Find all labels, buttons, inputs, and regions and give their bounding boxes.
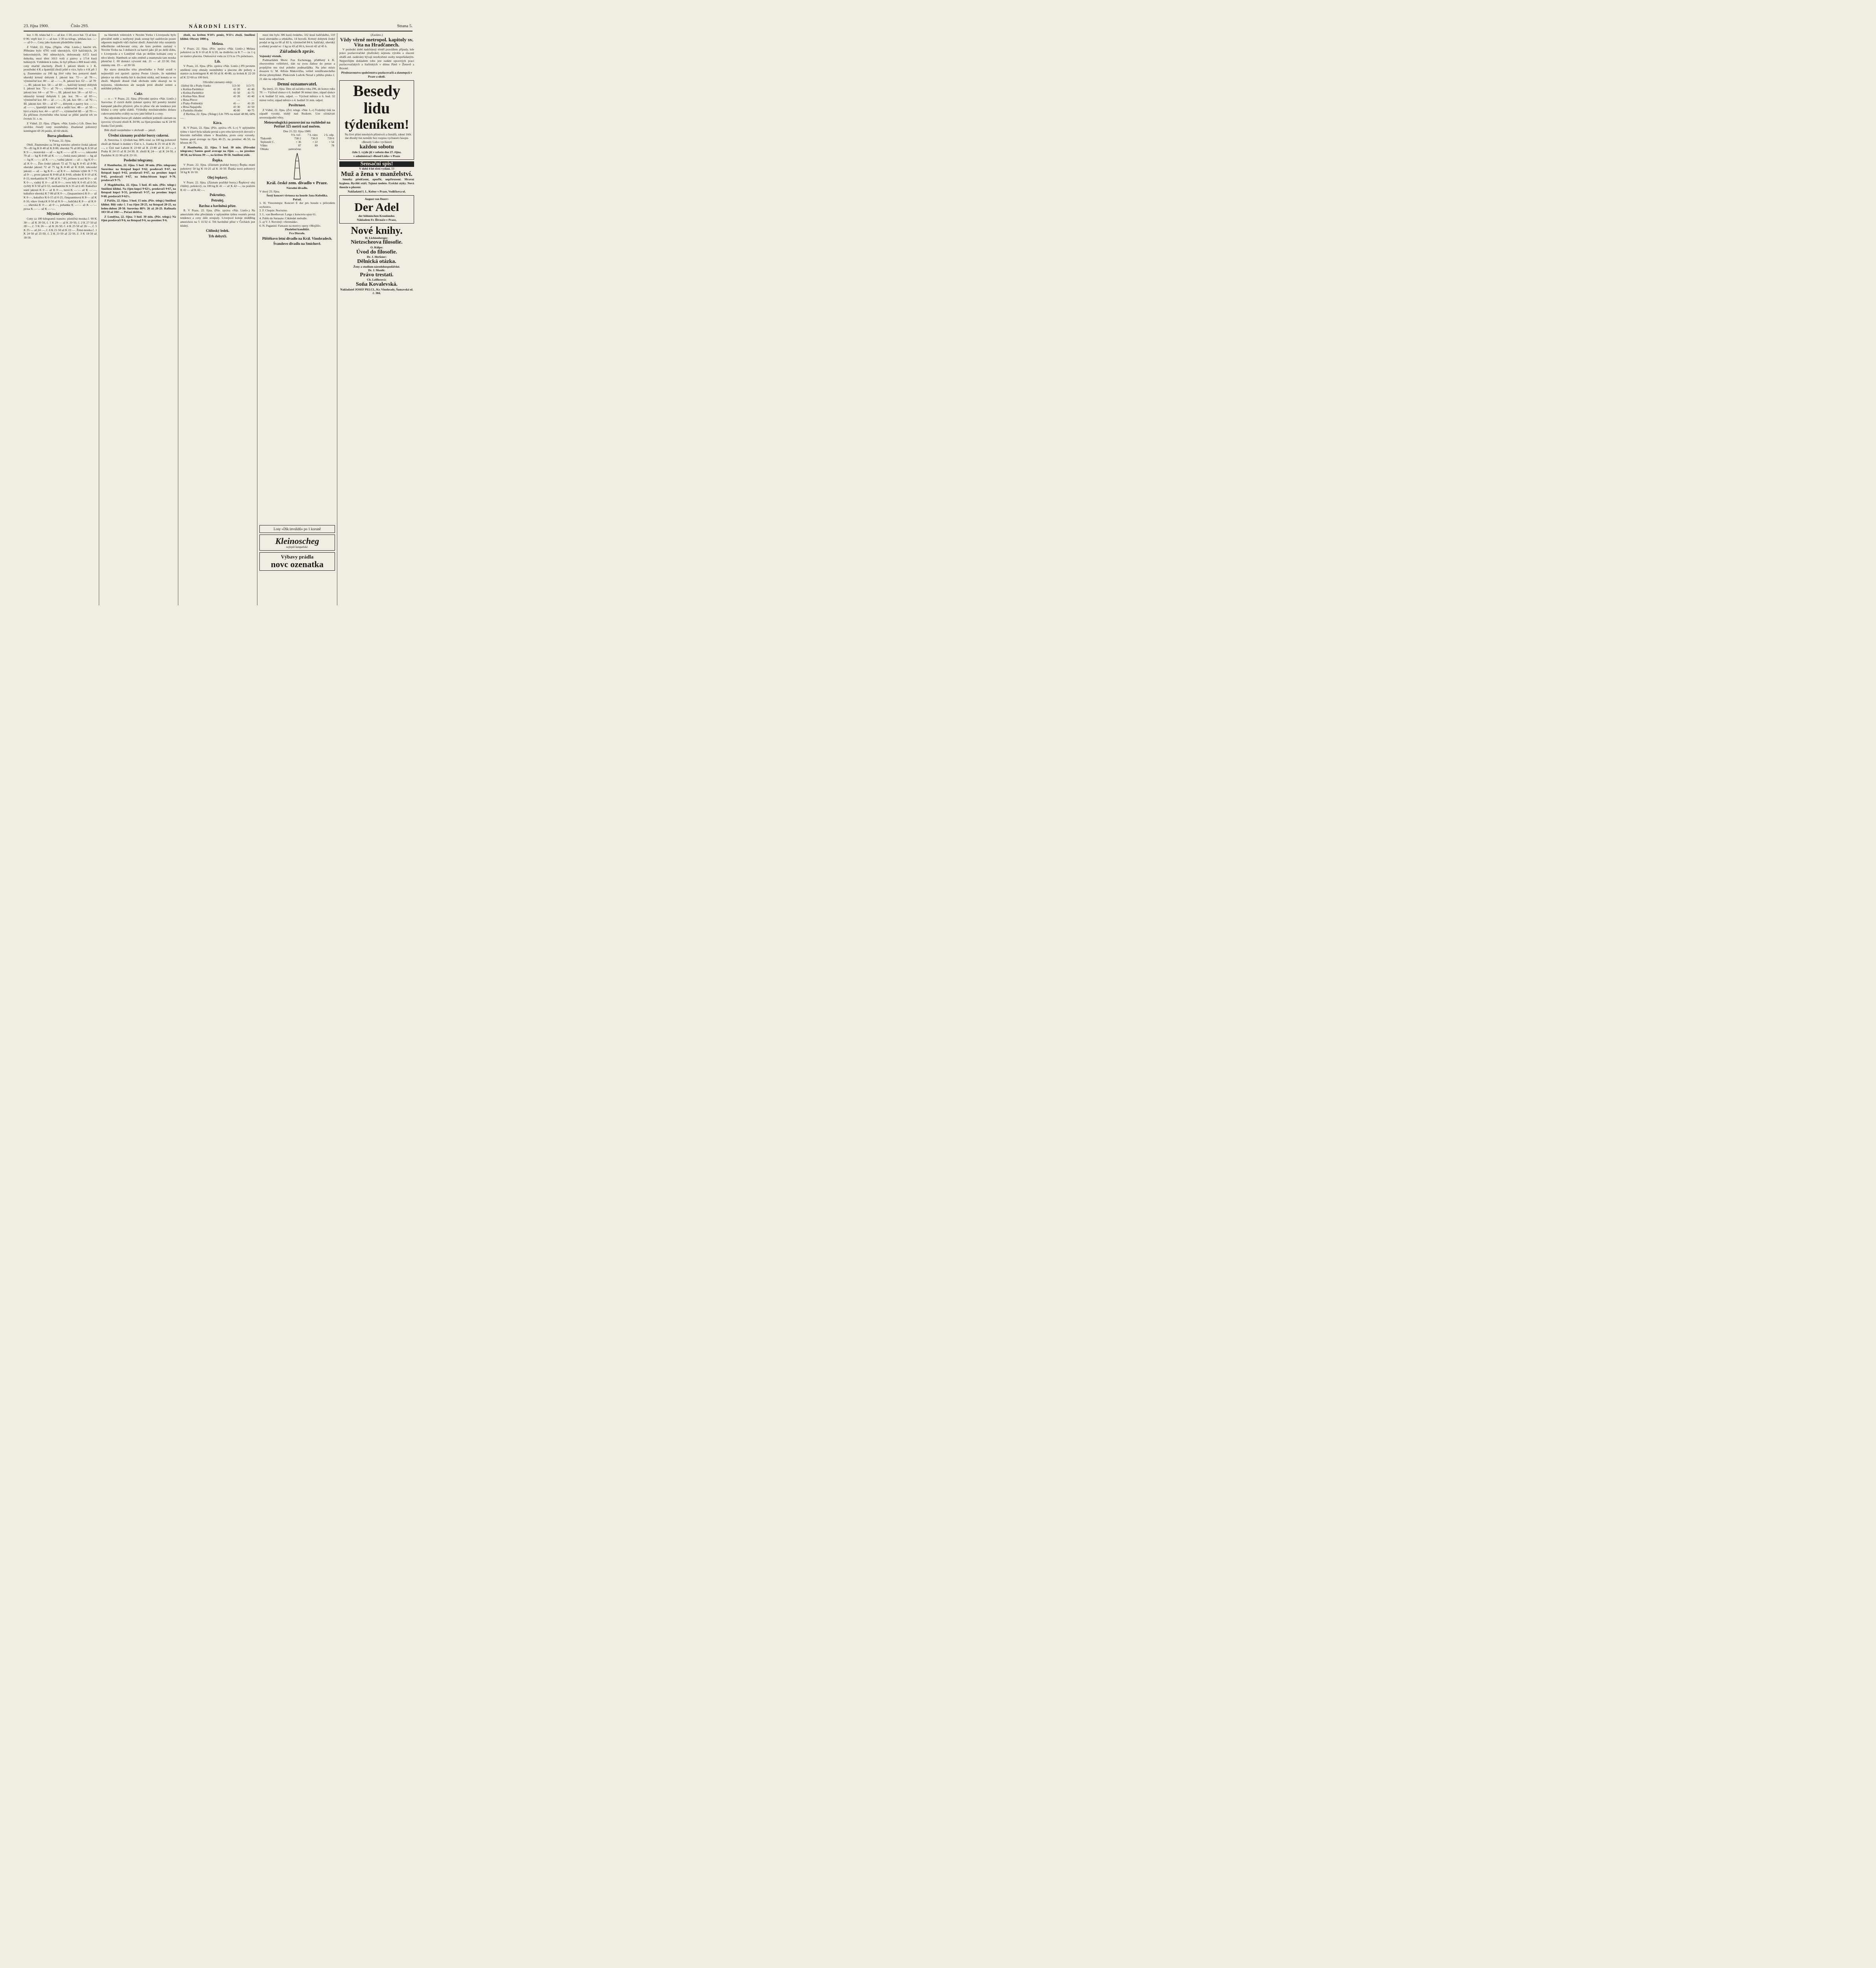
section-heading: Úřední záznamy pražské burzy cukerní.	[108, 133, 169, 137]
article-paragraph: zboží, na květen 9/10¾ peněz, 9/11¼ zboží. Smíšlení klidné. Obraty 1000 q.	[180, 33, 255, 41]
article-paragraph: B. V Praze, 22. října. (Pův. zpráva »N. L.«) V uplynulém týdnu v kávě byla nálada pevná a pro trhu kávových dovozů v hlavním ústředím trhem v Brazilsku, proto ceny vzrostly. Santos good average na říjen 46·25, na prosinec 46·50, na březen 46·75.	[180, 126, 255, 145]
ad-text: Losy »Dík invalidů« po 1 koruně	[274, 527, 321, 531]
table-header-cell: 7 h. ráno	[307, 133, 318, 137]
article-paragraph: kor. 1·30, telata hal 1·— až kor. 1·20, ovce hal. 72 až kor. 0·90, vepři kor. 1·— až kor. 1·30 za kilogr., jehňata kor. —·— až 0·—. Ceny jako koncem předešlého týdne.	[24, 33, 97, 44]
table-caption: Oficiální záznamy enkji:	[203, 80, 233, 84]
table-row	[180, 87, 255, 91]
ad-publisher: Nakladatel I. L. Kober v Praze, Vodičkova ul.	[348, 190, 406, 194]
book-author: Ch. Lefflerová:	[367, 278, 387, 282]
program-item: 6. N. Paganini: Fantasie na motivy opery »Mojžíš«.	[259, 224, 321, 228]
ad-headline: týdeníkem!	[344, 117, 409, 132]
table-cell: Teploměr C.	[260, 140, 275, 144]
table-row	[180, 98, 255, 102]
table-cell: zamračeno	[288, 147, 301, 151]
telegram-paragraph: Z Londýna, 22. října. 3 hod. 30 min. (Pův. telegr.) Na říjen prodavači 9·6, na listopad 9·6, na prosinec 9·6.	[101, 215, 176, 222]
table-cell: Oblaka	[260, 147, 269, 151]
section-heading: Trh dobytčí.	[208, 234, 227, 238]
table-row	[180, 94, 255, 98]
article-paragraph: V Praze, 22. října. (Pův. zpráva »Nár. Listů«.) Při pevném smíšlení ceny obstaly nezměněny a placeno dle pohoty a stanice za kontingent K 40·50 až K 40·80, za kvítek K 22·20 až K 22·60 za 100 litrů.	[180, 64, 255, 79]
section-heading: Povětrnost.	[289, 103, 306, 107]
section-heading: Petrolej.	[211, 198, 224, 202]
ad-kleinoscheg	[259, 535, 335, 551]
section-heading: Pokrutiny.	[209, 193, 226, 197]
meteo-table	[259, 133, 335, 151]
table-cell: 738·2	[294, 137, 301, 141]
ad-text: der böhmischen Kronländer.	[358, 214, 395, 218]
ad-text: v administraci »Besed Lidu« v Praze	[353, 154, 400, 158]
table-cell: 41·—	[233, 102, 240, 105]
lower-ads	[259, 523, 335, 572]
table-cell: 40·80	[233, 109, 240, 113]
section-subheading: V Praze, 22. října.	[49, 139, 71, 143]
table-cell: 739·6	[327, 137, 334, 141]
section-heading: Denní oznamovatel.	[277, 81, 317, 87]
table-header-cell: 2 h. odp.	[324, 133, 334, 137]
program-item: 3. L. van Beethoven: Largo z koncertu opus 61.	[259, 213, 316, 216]
ad-headline: Vždy věrně metropol. kapitoly sv. Víta na Hradčanech.	[340, 36, 414, 48]
ad-text: V poslední době nadcházejí téměř pravidlem případy, kde práce pozlacovačské (štafirské) sejmuta výrobu a zlacení oltářů atd. zadávány bývají nezdvořené osoby nespořádaným. Nejpovšijím dokladem toho jest zadání opravných prací pozlacovačských a štafírských v dómu Páně v Ženevě a Brzoně.	[339, 47, 414, 70]
table-cell: 89	[315, 144, 318, 148]
play-title: Zkušební kandidát.	[285, 228, 310, 231]
table-row	[180, 91, 255, 94]
play-title: Fra Diavolo.	[289, 231, 305, 235]
ad-text: číslo 1. vyjde již v sobotu dne 27. října.	[352, 150, 401, 154]
table-row	[259, 137, 335, 140]
ad-headline: lidu	[363, 99, 390, 117]
telegram-paragraph: Z Hamburku, 22. října. 5 hod. 30 min. (Původní telegram.) Santos good average na říjen —, na prosinec 38·50, na březen 39·—, na květen 39·50. Smíšlení stálé.	[180, 145, 255, 157]
section-heading: Švandovo divadlo na Smíchově.	[273, 242, 321, 246]
section-subheading: Národní divadlo.	[286, 186, 308, 190]
article-paragraph: A. Surovina. I. výrobek bas. 88% rend. za 100 kg pohotově zboží ab Sklad: k dodání v Ústí n. L. franko K 25·10 až K 25·—, z Ústí nad Labem K 23·60 až K 23·80 až K 23·—, z Prahy K 24·15 až K 24·30. II. zboží K 24·— až K 24·50, z Pardubic K 22·90 až K 23·10.	[101, 138, 176, 157]
ad-publisher: Nakladatel JOSEF PELCL, Kr. Vinohrady, Šumavská ul. č. 384.	[340, 287, 413, 295]
table-cell: 41·50	[233, 91, 240, 95]
telegram-paragraph: Z Paříže, 22. října. 3 hod. 15 min. (Pův. telegr.) Smíšlení klidné. Bílý cukr č. 3 na říjen 28·25, na listopad 28·25, na leden-duben 28·50. Surovina 88% 26 až 26·25. Rafinada 103·50 až 104·—. Počasí deštivo.	[101, 199, 176, 214]
newspaper-page	[0, 0, 437, 617]
paper-title: NÁRODNÍ LISTY.	[189, 23, 248, 29]
column-4	[259, 33, 335, 605]
ad-lotto	[259, 525, 335, 533]
table-cell: 40·75	[247, 109, 254, 113]
issue-number: Číslo 293.	[71, 24, 89, 28]
article-paragraph: Z Vídně, 22. října. (Tlgrm. »Nár. Listů«.) Jateční trh. Přihnáno bylo 4795 volů uherských, 619 haličských, 26 bukovinských, 941 německých, dohromady 6372 kusů dobytka, mezi těmi 1013 volů z pastvy a 1714 kusů hubených. Vzhledem k tomu, že byl příhon o 800 kusů větší, ceny značně zlacinely. Zboží I. jakosti kleslo o 1 K, prostřední 4 K a špatnější zboží ještě o více, bylo o 4 K při 1 q. Znamenáno za 100 kg živé váhy bez potravní daně: uherský krmný dobytek I. jakosti kor. 72·— až 78·—, výminečně kor. 80·— až —·—, II. jakosti kor. 62·— až 70·—, III. jakosti kor. 54·— až 60·—, haličský krmný dobytek I. jakosti kor. 72·— až 76·—, výminečně kor. —·—, II. jakosti kor. 64·— až 70·—, III. jakosti kor. 56·— až 62·—, německý krmný dobytek I. jak. kor. 78·— až 83·—, výminečně kor. 84·— až —·—, II. jak. kor. 68·— až 76·—, III. jakosti kor. 60·— až 67·—, dobytek z pastvy kor. —·— až —·—, špatnější krmní voli a selští kor. 48·— až 58·—, býci a krávy kor. 44·— až 67·—, výminečně 68·— až 70·—. Za příčinou čtvrtečního trhu konal se příští jateční trh ve čtvrtek 31. t. m.	[24, 45, 97, 121]
concert-title: Šestý koncert virtuosa na housle Jana Kubelíka.	[266, 194, 328, 198]
ad-headline: Besedy	[353, 81, 400, 100]
table-header-cell	[259, 133, 282, 137]
article-paragraph: V Praze, 22. října. (Záznam pražské bursy.) Řepkový olej čištěný, pohotový, za 100 kg K 41 — až K 42·—, na podzim K 41·— až K 42·—.	[180, 180, 255, 192]
table-cell: 41·75	[247, 91, 254, 95]
table-cell: 41·50	[247, 105, 254, 109]
issue-date: 23. října 1900.	[24, 24, 49, 28]
note: (Zasláno.)	[370, 33, 383, 37]
ad-text: Na živé přání mnohých příznivců a čtenářů, zdené 160t. dat dlouhý list nemůže bez rozpisu vycházeti časopis »Besedy Lidu« vycházeti	[345, 132, 412, 144]
section-heading: Káva.	[213, 121, 222, 125]
table-cell: 87	[298, 144, 301, 148]
section-heading: Melasa.	[212, 42, 224, 46]
article-paragraph: Na odpolední burse při slabém smíšlení pohledů záznam za syrovou vývozní zboží K 24·90, za říjen-prosinec na K 24·95 franko Ústí peněz.	[101, 116, 176, 128]
book-author: H. Lichtenberger:	[365, 236, 389, 240]
book-author: Dr. J. Moník:	[368, 268, 385, 272]
meteo-date: Dne 21./22. října 1900:	[283, 129, 311, 133]
table-cell: + 54	[329, 140, 334, 144]
ad-text: nejlepší šampaňské.	[286, 546, 308, 549]
table-row	[180, 84, 255, 87]
table-cell: 113·75	[246, 84, 254, 88]
section-heading: Král. české zem. divadlo v Praze.	[266, 181, 328, 186]
table-cell	[302, 147, 318, 151]
table-row	[180, 102, 255, 105]
table-cell: —	[251, 98, 254, 102]
table-cell: z Brna-Přerov	[181, 98, 198, 102]
table-cell: + 36	[296, 140, 301, 144]
table-cell: 113·50	[232, 84, 240, 88]
ad-author: August von Doerr:	[364, 197, 389, 201]
article-paragraph: V Praze, 22. října. (Záznam pražské bursy.) Řepka znaní pohotový 50 kg K 16·25 až K 16·50. Řepka nová pohotový 50 kg K 16·50.	[180, 163, 255, 174]
article-paragraph: Ceny za 100 kilogramů transito: pšeničná mouka č. 00 K 30·— až K 30·50, č. 1 K 29·— až K 29·50, č. 2 K 27·50 až 28·—, č. 3 K 26·— až K 26·50, č. 4 K 25·50 až 26·—, č. 5 K 25·— až 24·—, č. 6 K 21·50 až K 22·—. Žitná mouka č. 1 K 24·50 až 25·50, č. 2 K 21·50 až 22·50, č. 3 K 18·50 až 18·50.	[24, 216, 97, 239]
article-paragraph: Ke stavu domácího trhu pšeničného v Peště uvádí v nejnovější své zprávě: zprávy Pester Lloyd«, že nádobná pšenice na trhu mohla být k docílení nízká, než konala se ve zboží. Majitelé dosud však obchodu stále ukazují na tu nejistotu, všeobecnou ale naopak proti dlouhé zemní a neklidné pohybu.	[101, 68, 176, 91]
table-cell: 41·20	[233, 87, 240, 91]
section-heading: Meteorologická pozorování na rozhledně na Petříně 325 metrů nad mořem.	[264, 120, 331, 129]
page-header	[24, 24, 413, 30]
table-cell: z Prahy-Podmokly	[181, 102, 203, 105]
ad-text: Smutky předčasné, opoďlé, nepřirozené. Mravní hygiena. Rychlé stáří. Tajuná toulete. Fysické styky. Nová theorie o plození.	[339, 178, 414, 189]
section-heading: Řepka.	[212, 158, 223, 162]
ad-publisher: Nákladem Fr. Řivnáče v Praze,	[357, 218, 397, 222]
table-cell: z Kolína-Pardubice	[181, 87, 204, 91]
program-item: 1. H. Vieuxtemps: Koncert E dur pro housle s průvodem orchestru.	[259, 201, 335, 209]
ad-signature: Představenstvo společenstva pozlacovačů a zlatotepců v Praze a okolí.	[341, 71, 412, 79]
section-heading: Líh.	[215, 59, 221, 63]
section-heading: Bavlna a bavlněná příze.	[199, 203, 237, 208]
table-cell: 41·20	[233, 94, 240, 98]
telegram-paragraph: Z Magdeburku, 22. října. 5 hod. 45 min. (Pův. telegr.) Smíšlení klidné. Na říjen kupci 9·62½, prodavači 9·67, na listopad kupci 9·55, prodavači 9·57, na prosinec kupci 9·60, prodavači 9·62½.	[101, 183, 176, 198]
table-cell: z Brna-Napajedla	[181, 105, 202, 109]
program-item: 2. F. Chopin: Nocturno.	[259, 209, 288, 213]
table-cell: z Pardubic-Hradec	[181, 109, 203, 113]
column-1	[24, 33, 97, 605]
page-number: Strana 5.	[397, 24, 413, 28]
book-author: O. Külpe:	[370, 246, 383, 250]
table-row	[259, 144, 335, 147]
article-paragraph: Z Vídně, 22. října. (Tlgrm. »Nár. Listů«.) Líh. Dnes bez závěrku čistalý ceny nezměněny. Znamenal pohotový kontingent 43·20 peněz, 43·60 zboží.	[24, 121, 97, 133]
table-row	[180, 105, 255, 109]
program-list	[259, 201, 335, 228]
section-heading: Mlýnské výrobky.	[46, 212, 74, 216]
table-header-row	[259, 133, 335, 137]
ad-headline: Sensační spis!	[339, 161, 414, 167]
ad-headline: každou sobotu	[359, 144, 394, 150]
book-title: Nietzscheova filosofie.	[351, 239, 403, 246]
table-cell	[318, 147, 335, 151]
column-5-ads	[339, 33, 414, 605]
table-cell: —	[237, 98, 240, 102]
article-paragraph: Z Berlína, 22. října. (Telegr.) Líh 70% na místě 48·80, 60% —.	[180, 112, 255, 120]
table-cell: 736·0	[311, 137, 318, 141]
theatre-date: V úterý 23. října.	[259, 190, 280, 194]
article-paragraph: na hlavních veletrzích v Novém Yorku i Liverpoolu bylo převážně mdlé a nezbytný jinak sestup byl zadržován pouze odporem majitelů vůči tlačení zboží. Americké trhy oznámily několikráte odchovaná ceny, ale kurs poslem zaslaný v Novém Yorku na 3 dollarech za barrel jako již po delší dobu, v Liverpoolu a v Londýně však po delším kolísání ceny o něco klesly. Hamburk se nálo změnil a znamenala tam mouka pšeničná č. 00 domácí vývozní mk. 21 — až 22·50, čísl. známky mk. 19 — až 20·50.	[101, 33, 176, 67]
article-paragraph: R. V Praze, 22. října. (Pův. zpráva »Nár. Listů«.) Na americkém trhu převládala v uplynulém týdnu vesměs pevná tendence a ceny dále stoupaly. Liverpool kotuje middling americkou na 5 11/32 d. Trh bavlněné příze v Čechách jest klidný.	[180, 209, 255, 228]
ad-besedy-lidu	[339, 80, 414, 160]
article-paragraph: — n — V Praze, 22. října. (Původní zpráva »Nár. Listů«.) Surovina. Z cizích došlé týdenní zprávy líčí poměry letošní kampaně jakožto příznivé, přes to přese vše ale tendence jest klidná a ceny spíše slabší. Výsledky mezinárodního dolazu cukrovarnického sváhly na tyto jaké běžné k a ceny.	[101, 96, 176, 115]
article-paragraph: Z Vídně, 22. října. (Zvl. telegr. »Nár. L.«) Vzdušný tlak na západě vysoký, nízký nad Ruskem. Uze očekávati severozápadní větry.	[259, 108, 335, 119]
ad-headline: Kleinoscheg	[275, 536, 319, 546]
section-heading: Chlinský ledek.	[206, 229, 229, 233]
book-title: Úvod do filosofie.	[356, 249, 397, 255]
table-row	[259, 147, 335, 151]
article-paragraph: mezi tím bylo 306 kusů českého, 332 kusů haličského, 110 kusů uherského a srbského, 14 bovolů. Krmný dobytek český prodal se kg za 60 až 82 h, výminečně 84 h, haličský, uherský a srbský prodal se: 1 kg za 43 až 66 h, bovoli 42 až 45 h.	[259, 33, 335, 48]
ad-vybavy	[259, 552, 335, 571]
section-heading: Plištěkovo letní divadlo na Král. Vinohradech.	[262, 236, 332, 240]
table-cell: čištěný líh z Prahy franko	[181, 84, 211, 88]
program-item: 4. Pablo de Sarasate: Cikánské melodie.	[259, 216, 307, 220]
article-paragraph: Bílé zboží nezměněno v obchodě — jakož.	[104, 128, 156, 132]
table-row	[180, 109, 255, 112]
table-cell: 41·30	[233, 105, 240, 109]
column-2	[101, 33, 176, 605]
article-paragraph: V Praze, 22. října. (Pův. zpráva »Nár. Listů«.) Melasa pohotová za K 6·10 až K 6·20, na dodávku za K 7·— za 1 q ze stanice placena. Osmosová voda za 13 h za 1% polarisace.	[180, 46, 255, 58]
column-3	[180, 33, 255, 605]
ad-text: V době 4 let třetí vydání. !!!	[359, 166, 394, 170]
table-cell: Tlakoměr	[260, 137, 272, 141]
book-author: Dr. J. Herkner:	[367, 255, 387, 259]
lih-table	[180, 84, 255, 112]
book-title: Dělnická otázka.	[357, 258, 396, 264]
ad-headline: novc ozenatka	[271, 559, 324, 569]
petrin-tower-icon	[292, 152, 302, 180]
section-heading: Bursa plodinová.	[47, 134, 73, 138]
ad-headline: Muž a žena v manželství.	[341, 170, 413, 178]
ad-der-adel	[339, 195, 414, 224]
program-item: 5. a) V. J. Novotný: »Serenáda«.	[259, 220, 298, 224]
table-cell: z Kolína-Pardubice	[181, 91, 204, 95]
table-cell: 41·40	[247, 94, 254, 98]
table-cell: 41·40	[247, 87, 254, 91]
ad-headline: Der Adel	[354, 201, 399, 214]
telegram-paragraph: Z Hamburku, 22. října. 5 hod. 30 min. (Pův. telegram) Surovina: na listopad kupci 9·62, prodavači 9·67, na listopad kupci 9·62, prodavači 9·67, na prosinec kupci 9·65, prodavači 9·67, na leden-březen kupci 9·70, prodavači 9·75.	[101, 163, 176, 182]
table-cell: + 22	[312, 140, 318, 144]
section-subheading: Vojenský věstník.	[259, 54, 282, 58]
program-heading: Pořad.	[293, 197, 302, 201]
book-title: Ženy a studium národohospodářské.	[353, 264, 400, 268]
book-title: Právo trestati.	[360, 272, 394, 278]
section-heading: Poslední telegramy.	[124, 158, 154, 163]
table-cell: 41·20	[247, 102, 254, 105]
article-paragraph: Na úterý, 23. října. Den od začátku roku 296, do konce roku 70. — Východ slunce o 6. hodině 36 minut ráno, západ slunce o 4. hodině 52 min. odpol. — Východ měsíce o 6. hod. 32 minut večer, západ měsíce o 4. hodině 31 min. odpol.	[259, 87, 335, 102]
ad-headline: Nové knihy.	[351, 225, 403, 237]
section-heading: Cukr.	[134, 91, 143, 96]
book-title: Soňa Kovalevská.	[356, 281, 398, 288]
table-row	[259, 140, 335, 144]
table-cell: 78	[331, 144, 334, 148]
article-paragraph: Podmaršálek Moric Fux Eschenegg, přidělený k K. zboroveému velitelství, dán na svou žádost do penze a propůjčen mu titul polního podmaršálka. Na jeho místo dosazen G. M. Alfons Makovička, velitel zeměbraneckého divise přemyšlské. Plukovník Ludvík Nerad z pěšího pluku č. 21 dán na odpočinek.	[259, 58, 335, 81]
table-cell: z Kolína-Nim. Brod	[181, 94, 205, 98]
section-heading: Olej řepkový.	[207, 176, 228, 180]
table-header-cell: 9 h. več.	[291, 133, 301, 137]
section-heading: Zúřadních zpráv.	[279, 48, 315, 54]
table-cell: Vlhko	[260, 144, 268, 148]
ad-headline: Výbavy prádla	[281, 554, 314, 560]
article-paragraph: Obilí. Znamenáno za 50 kg transito: pšenice česká jakosti 76—81 kg K 8·40 až K 8·80, uherská 76 až 80 kg K 8·50 až K 9·—, moravská — až — kg K —·— až K —·—, rakouská 79 až — kg K 8·80 až K —·—, česká stará jakosti — kg až — kg K —·— až K —·—, vadná jakost — až — kg K 0·— až K 0·—. Žito české jakosti 72 až 75 kg K 8·45 až 8·90, uherské jakosti 72 až 75 kg K 8·40 až K 8·60, rakouské jakosti — až — kg K 0·— až K 0·—. Ječmen výběr K 7·75 až 9·—, prvni jakosti K 8·60 až K 8·60, střední K 8·10 až K 8·15, merkantilní K 7·80 až K 7·95, ječmen k setí K 0·— až K 0·—, vadný K 0·— až K 0·—, oves bílý K 6·45 až 6·50, rychlý K 6·50 až 6·55, merkantilní K 6·35 až 6·40. Kukuřice staré jakosti K 0·— až K 0·—, nová K —·— až K —·—, kukuřice uherská K 7·80 až K 0·—, činquantinová K 0·— až K 0·—, kukuřice K 6·15 až 6·25, činquantinová K 8·— až K 8·10, vikev česká K 8·50 až K 0·—, haličská K 8·— až K 0·—, uherská K 0·— až 0·—, pohanka K —·— až K —·— prosa K —·— až K —·—.	[24, 142, 97, 211]
